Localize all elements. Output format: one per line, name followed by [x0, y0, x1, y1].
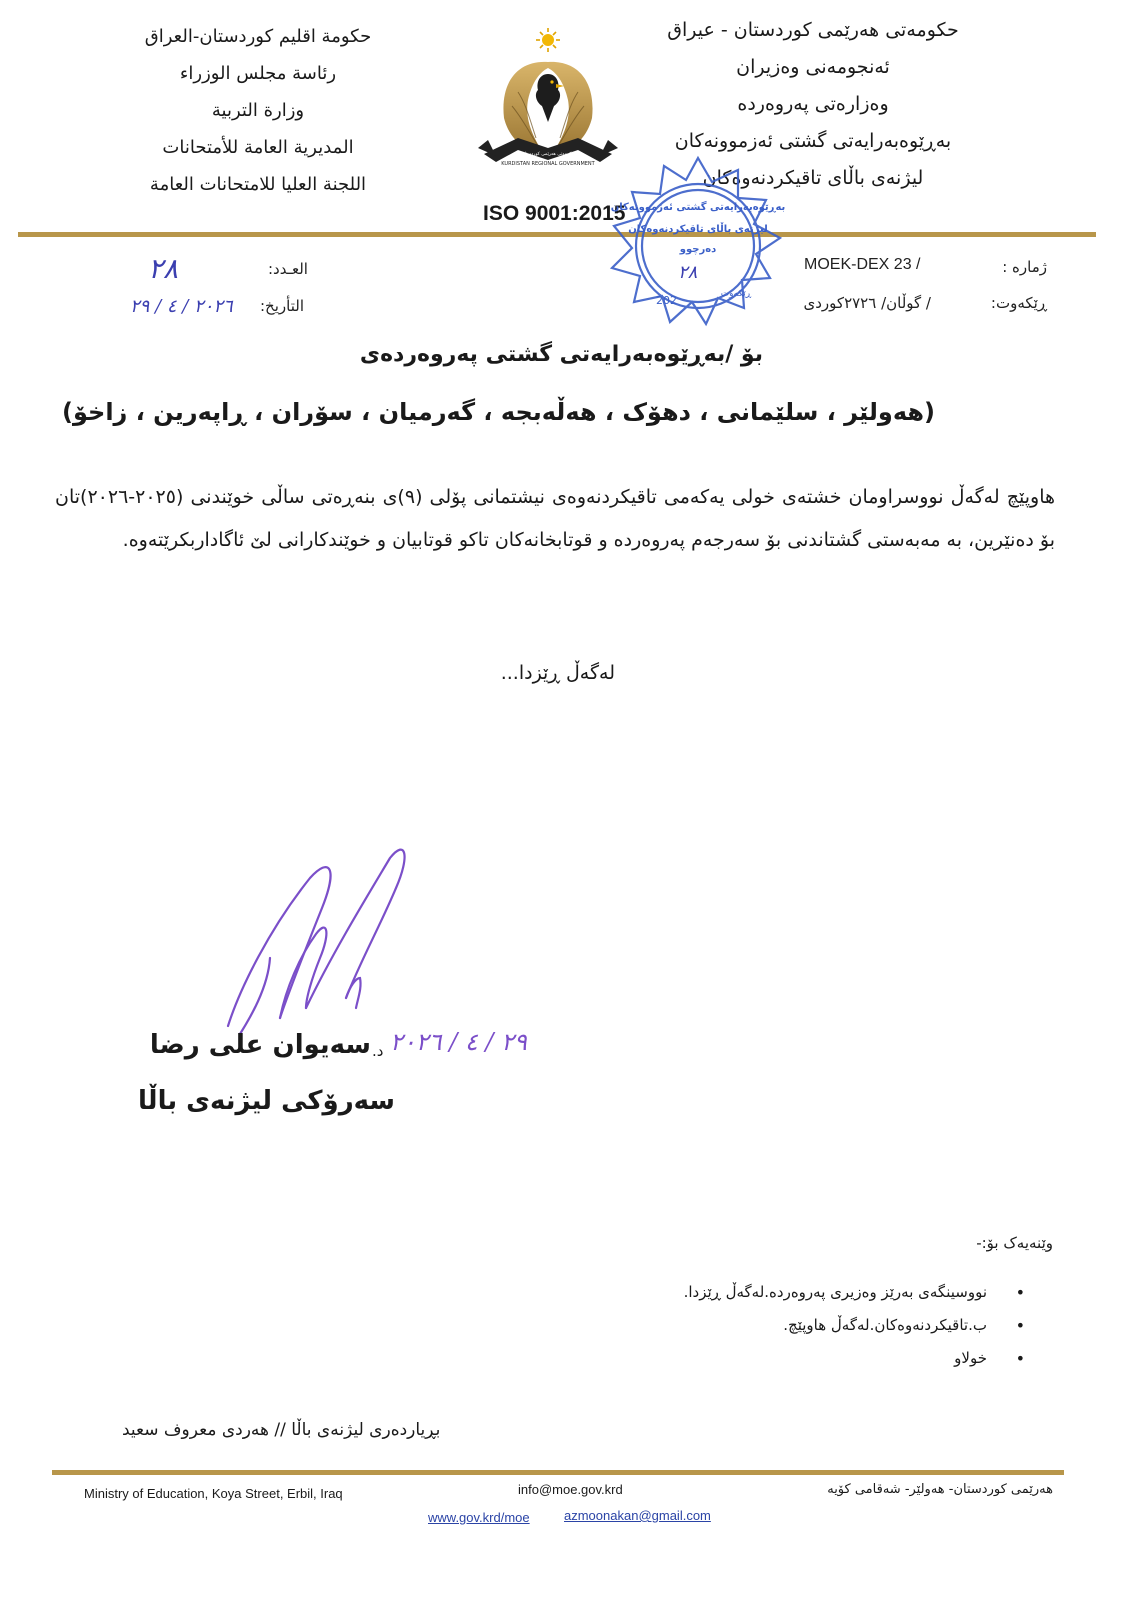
footer-email-link[interactable] [564, 1508, 711, 1523]
reference-date-label: ڕێکەوت: [990, 294, 1047, 312]
footer-address-english: Ministry of Education, Koya Street, Erbil, Iraq [84, 1486, 343, 1501]
arabic-header-line5: اللجنة العليا للامتحانات العامة [149, 174, 367, 195]
kurdish-header-line4: بەڕێوەبەرایەتی گشتی ئەزموونەکان [674, 130, 952, 152]
stamp-year: 202 [656, 294, 677, 307]
letter-body: هاوپێچ لەگەڵ نووسراومان خشتەی خولی یەکەمی تاقیکردنەوەی نیشتمانی پۆلی (٩)ی بنەڕەتی ساڵی خوێندنی (٢٠٢٥-٢٠٢٦)تان بۆ دەنێرین، بە مەبەستی گشتاندنی بۆ سەرجەم پەروەردە و قوتابخانەکان تاکو قوتابیان و خوێندکارانی لێ ئاگاداربکرێتەوە. [55, 486, 1055, 551]
decision-maker: بڕیاردەری لیژنەی باڵا // هەردی معروف سعید [122, 1420, 441, 1440]
kurdish-header-line1: حکومەتی هەرێمی کوردستان - عیراق [667, 19, 959, 41]
arabic-date-handwritten: ٢٠٢٦ / ٤ / ٢٩ [130, 296, 233, 317]
header-divider [18, 232, 1096, 237]
signatory-prefix: د. [372, 1042, 384, 1060]
copy-to-list [684, 1276, 1025, 1375]
footer-website-link[interactable] [428, 1510, 530, 1525]
official-stamp [598, 152, 798, 342]
recipient-cities: (هەولێر ، سلێمانی ، دهۆک ، هەڵەبجە ، گەرمیان ، سۆران ، ڕاپەرین ، زاخۆ) [62, 398, 935, 426]
footer-email-info: info@moe.gov.krd [518, 1482, 623, 1497]
reference-number-label: ژماره : [1002, 258, 1047, 276]
arabic-header-line1: حكومة اقليم كوردستان-العراق [144, 26, 372, 47]
signature-handwritten-date: ٢٩ / ٤ / ٢٠٢٦ [390, 1028, 527, 1056]
kurdish-header-line5: لیژنەی باڵای تاقیکردنەوەکان [702, 167, 924, 189]
kurdish-header-line2: ئەنجومەنی وەزیران [736, 56, 890, 78]
stamp-line2: لیژنەی باڵای تاقیکردنەوەکان [628, 224, 768, 235]
email-link[interactable]: azmoonakan@gmail.com [564, 1508, 711, 1523]
krg-emblem-logo [478, 22, 646, 172]
copy-to-item: • نووسینگەی بەرێز وەزیری پەروەردە.لەگەڵ ڕێزدا. [684, 1276, 1025, 1309]
kurdish-header-line3: وەزارەتی پەروەردە [737, 93, 889, 115]
logo-english-text: KURDISTAN REGIONAL GOVERNMENT [501, 161, 595, 167]
website-link[interactable]: www.gov.krd/moe [428, 1510, 530, 1525]
recipient-line: بۆ /بەڕێوەبەرایەتی گشتی پەروەردەی [359, 342, 763, 367]
signature-scribble [210, 838, 430, 1038]
reference-date-value: / گوڵان/ ٢٧٢٦کوردی [803, 294, 931, 312]
footer-divider [52, 1470, 1064, 1475]
reference-number-value: MOEK-DEX 23 / [804, 256, 921, 273]
stamp-line1: بەڕێوەبەرایەتی گشتی ئەزموونەکان [610, 202, 786, 213]
stamp-line3: دەرچوو [679, 244, 717, 255]
arabic-header-line3: وزارة التربية [211, 100, 305, 121]
signatory-name: سەیوان علی رضا [149, 1030, 371, 1060]
letter-closing: لەگەڵ ڕێزدا... [500, 662, 615, 684]
copy-to-item: • خولاو [684, 1342, 1025, 1375]
stamp-date-label: ڕێکەوت [720, 289, 752, 299]
logo-ribbon-text: حکومەتی هەرێمی کوردستان [521, 152, 575, 157]
stamp-handwritten-number: ٢٨ [678, 262, 698, 283]
copy-to-title: وێنەیەک بۆ:- [976, 1234, 1053, 1252]
arabic-number-handwritten: ٢٨ [148, 252, 179, 285]
footer-address-kurdish: هەرێمی کوردستان- هەولێر- شەقامی کۆیە [827, 1482, 1053, 1497]
signatory-title: سەرۆکی لیژنەی باڵا [138, 1086, 395, 1116]
arabic-date-label: التأريخ: [260, 297, 304, 315]
copy-to-item: • ب.تاقیکردنەوەکان.لەگەڵ هاوپێچ. [684, 1309, 1025, 1342]
iso-certification: ISO 9001:2015 [483, 202, 626, 225]
arabic-number-label: العـدد: [268, 260, 308, 278]
arabic-header-line2: رئاسة مجلس الوزراء [179, 63, 337, 84]
arabic-header-line4: المديرية العامة للأمتحانات [162, 137, 354, 158]
arabic-header [118, 18, 398, 203]
